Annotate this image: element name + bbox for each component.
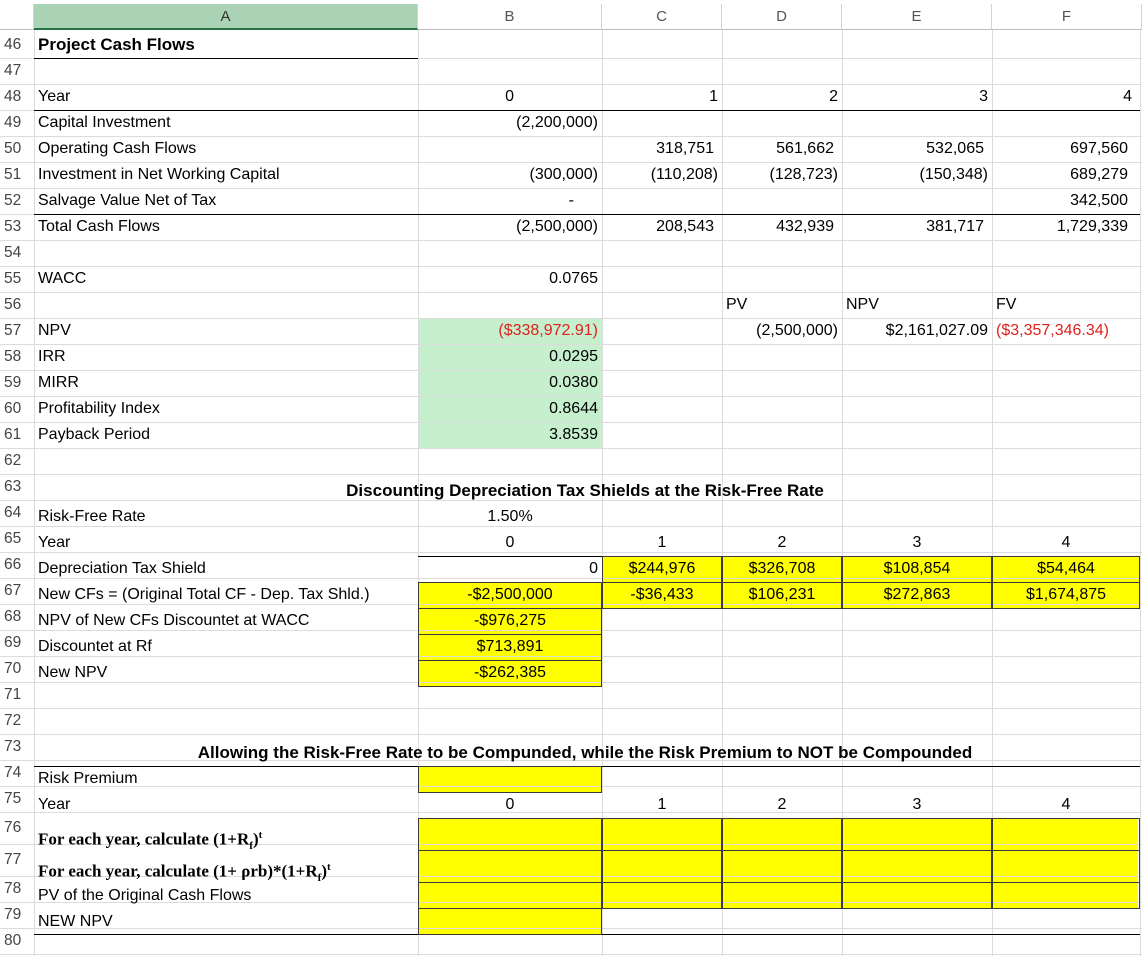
compound-year-label[interactable]: Year bbox=[38, 796, 71, 813]
metric-payback-value[interactable]: 3.8539 bbox=[549, 426, 598, 443]
yellow-cell-border bbox=[602, 818, 722, 851]
h-gridline bbox=[0, 474, 1142, 475]
row-number-63[interactable]: 63 bbox=[4, 478, 22, 495]
newcf-4[interactable]: $1,674,875 bbox=[1025, 586, 1107, 603]
npv-label[interactable]: NPV bbox=[846, 296, 879, 313]
row-number-64[interactable]: 64 bbox=[4, 504, 22, 521]
rf-value[interactable]: 1.50% bbox=[487, 508, 533, 525]
depr-year-2[interactable]: 2 bbox=[777, 534, 787, 551]
newcf-2[interactable]: $106,231 bbox=[748, 586, 816, 603]
row-number-70[interactable]: 70 bbox=[4, 660, 22, 677]
nwc-4[interactable]: 689,279 bbox=[1070, 166, 1128, 183]
rf-label[interactable]: Risk-Free Rate bbox=[38, 508, 146, 525]
project-title[interactable]: Project Cash Flows bbox=[38, 35, 195, 54]
nwc-3[interactable]: (150,348) bbox=[919, 166, 988, 183]
total-cf-3[interactable]: 381,717 bbox=[926, 218, 984, 235]
capital-investment-label[interactable]: Capital Investment bbox=[38, 114, 171, 131]
row77-sub: f bbox=[317, 872, 322, 885]
row-number-77[interactable]: 77 bbox=[4, 851, 22, 868]
total-cf-2[interactable]: 432,939 bbox=[776, 218, 834, 235]
compound-year-2[interactable]: 2 bbox=[777, 796, 787, 813]
total-cf-4[interactable]: 1,729,339 bbox=[1056, 218, 1128, 235]
fv-label[interactable]: FV bbox=[996, 296, 1017, 313]
yellow-cell-border bbox=[842, 850, 992, 883]
row-number-80[interactable]: 80 bbox=[4, 932, 22, 949]
row77-sup: t bbox=[326, 861, 331, 873]
row-number-51[interactable]: 51 bbox=[4, 166, 22, 183]
row-number-47[interactable]: 47 bbox=[4, 62, 22, 79]
column-header-b[interactable]: B bbox=[418, 4, 602, 30]
operating-cf-3[interactable]: 532,065 bbox=[926, 140, 984, 157]
row76-text: For each year, calculate (1+R bbox=[38, 829, 250, 849]
column-header-d[interactable]: D bbox=[722, 4, 842, 30]
row-number-76[interactable]: 76 bbox=[4, 819, 22, 836]
row-number-54[interactable]: 54 bbox=[4, 244, 22, 261]
depr-year-3[interactable]: 3 bbox=[912, 534, 922, 551]
operating-cf-label[interactable]: Operating Cash Flows bbox=[38, 140, 197, 157]
yellow-cell-border bbox=[418, 882, 602, 909]
pv-label[interactable]: PV bbox=[726, 296, 748, 313]
metric-pi-value[interactable]: 0.8644 bbox=[549, 400, 598, 417]
yellow-cell-border bbox=[418, 818, 602, 851]
nwc-1[interactable]: (110,208) bbox=[650, 166, 718, 183]
npv-wacc-label[interactable]: NPV of New CFs Discountet at WACC bbox=[38, 612, 310, 629]
depr-title[interactable]: Discounting Depreciation Tax Shields at the Risk-Free Rate bbox=[346, 481, 824, 500]
column-header-f[interactable]: F bbox=[992, 4, 1142, 30]
metric-irr-label[interactable]: IRR bbox=[38, 348, 66, 365]
salvage-4[interactable]: 342,500 bbox=[1070, 192, 1128, 209]
depr-year-4[interactable]: 4 bbox=[1061, 534, 1071, 551]
newcf-3[interactable]: $272,863 bbox=[883, 586, 951, 603]
disc-rf-label[interactable]: Discountet at Rf bbox=[38, 638, 152, 655]
row77-close: ) bbox=[321, 861, 327, 881]
nwc-2[interactable]: (128,723) bbox=[769, 166, 838, 183]
row-number-49[interactable]: 49 bbox=[4, 114, 22, 131]
row-number-46[interactable]: 46 bbox=[4, 36, 22, 53]
total-cf-1[interactable]: 208,543 bbox=[656, 218, 714, 235]
row-number-58[interactable]: 58 bbox=[4, 348, 22, 365]
row-number-75[interactable]: 75 bbox=[4, 790, 22, 807]
newcf-1[interactable]: -$36,433 bbox=[630, 586, 694, 603]
yellow-cell-border bbox=[992, 882, 1140, 909]
metric-pi-label[interactable]: Profitability Index bbox=[38, 400, 160, 417]
pv-value[interactable]: (2,500,000) bbox=[756, 322, 838, 339]
compound-year-4[interactable]: 4 bbox=[1061, 796, 1071, 813]
new-npv-value[interactable]: -$262,385 bbox=[473, 664, 547, 681]
column-header-a[interactable]: A bbox=[34, 4, 418, 30]
row-number-53[interactable]: 53 bbox=[4, 218, 22, 235]
yellow-cell-border bbox=[418, 850, 602, 883]
nwc-label[interactable]: Investment in Net Working Capital bbox=[38, 166, 280, 183]
h-gridline bbox=[0, 708, 1142, 709]
row-number-73[interactable]: 73 bbox=[4, 738, 22, 755]
yellow-cell-border bbox=[722, 818, 842, 851]
row76-sub: f bbox=[249, 840, 253, 853]
new-npv-upper-label[interactable]: NEW NPV bbox=[38, 913, 113, 930]
h-gridline bbox=[0, 292, 1142, 293]
row-number-52[interactable]: 52 bbox=[4, 192, 22, 209]
yellow-cell-border bbox=[842, 818, 992, 851]
metric-mirr-label[interactable]: MIRR bbox=[38, 374, 79, 391]
row-number-48[interactable]: 48 bbox=[4, 88, 22, 105]
yellow-cell-border bbox=[418, 908, 602, 935]
row-number-59[interactable]: 59 bbox=[4, 374, 22, 391]
operating-cf-2[interactable]: 561,662 bbox=[776, 140, 834, 157]
compound-year-3[interactable]: 3 bbox=[912, 796, 922, 813]
row-number-67[interactable]: 67 bbox=[4, 582, 22, 599]
yellow-cell-border bbox=[992, 818, 1140, 851]
fv-value[interactable]: ($3,357,346.34) bbox=[996, 322, 1109, 339]
row76-sup: t bbox=[258, 829, 263, 841]
total-cf-0[interactable]: (2,500,000) bbox=[516, 218, 598, 235]
year-4[interactable]: 4 bbox=[1123, 88, 1132, 105]
year-0[interactable]: 0 bbox=[505, 88, 514, 105]
depr-year-0[interactable]: 0 bbox=[505, 534, 515, 551]
shield-3[interactable]: $108,854 bbox=[883, 560, 951, 577]
year-1[interactable]: 1 bbox=[709, 88, 718, 105]
new-npv-label[interactable]: New NPV bbox=[38, 664, 108, 681]
row-number-61[interactable]: 61 bbox=[4, 426, 22, 443]
depr-year-1[interactable]: 1 bbox=[657, 534, 667, 551]
row-number-74[interactable]: 74 bbox=[4, 764, 22, 781]
yellow-cell-border bbox=[722, 882, 842, 909]
npv-wacc-value[interactable]: -$976,275 bbox=[473, 612, 547, 629]
row-number-55[interactable]: 55 bbox=[4, 270, 22, 287]
salvage-0[interactable]: - bbox=[568, 192, 574, 209]
nwc-0[interactable]: (300,000) bbox=[529, 166, 598, 183]
compound-year-1[interactable]: 1 bbox=[657, 796, 667, 813]
v-gridline bbox=[1140, 30, 1141, 956]
shield-2[interactable]: $326,708 bbox=[748, 560, 816, 577]
metric-irr-value[interactable]: 0.0295 bbox=[549, 348, 598, 365]
row-number-68[interactable]: 68 bbox=[4, 608, 22, 625]
row-number-56[interactable]: 56 bbox=[4, 296, 22, 313]
row-number-71[interactable]: 71 bbox=[4, 686, 22, 703]
h-gridline bbox=[0, 734, 1142, 735]
row-col-corner[interactable] bbox=[0, 4, 34, 30]
shield-0[interactable]: 0 bbox=[589, 560, 598, 577]
newcf-label[interactable]: New CFs = (Original Total CF - Dep. Tax Shld.) bbox=[38, 586, 370, 603]
row-number-50[interactable]: 50 bbox=[4, 140, 22, 157]
operating-cf-4[interactable]: 697,560 bbox=[1070, 140, 1128, 157]
risk-premium-label[interactable]: Risk Premium bbox=[38, 770, 138, 787]
capital-investment-0[interactable]: (2,200,000) bbox=[516, 114, 598, 131]
row77-label[interactable] bbox=[34, 852, 335, 885]
disc-rf-value[interactable]: $713,891 bbox=[476, 638, 544, 655]
row-number-57[interactable]: 57 bbox=[4, 322, 22, 339]
yellow-cell-border bbox=[602, 882, 722, 909]
yellow-cell-border bbox=[992, 850, 1140, 883]
column-header-c[interactable]: C bbox=[602, 4, 722, 30]
h-gridline bbox=[0, 448, 1142, 449]
year-label[interactable]: Year bbox=[38, 88, 71, 105]
shield-4[interactable]: $54,464 bbox=[1037, 560, 1095, 577]
depr-year-label[interactable]: Year bbox=[38, 534, 71, 551]
pv-orig-label[interactable]: PV of the Original Cash Flows bbox=[38, 887, 252, 904]
h-gridline bbox=[0, 954, 1142, 955]
border-title bbox=[34, 58, 418, 59]
compound-year-0[interactable]: 0 bbox=[505, 796, 515, 813]
wacc-value[interactable]: 0.0765 bbox=[549, 270, 598, 287]
salvage-label[interactable]: Salvage Value Net of Tax bbox=[38, 192, 217, 209]
row-number-65[interactable]: 65 bbox=[4, 530, 22, 547]
yellow-cell-border bbox=[722, 850, 842, 883]
row-number-62[interactable]: 62 bbox=[4, 452, 22, 469]
shield-label[interactable]: Depreciation Tax Shield bbox=[38, 560, 206, 577]
total-cf-label[interactable]: Total Cash Flows bbox=[38, 218, 160, 235]
npv-value[interactable]: $2,161,027.09 bbox=[885, 322, 988, 339]
row-number-69[interactable]: 69 bbox=[4, 634, 22, 651]
row77-text: For each year, calculate (1+ ρrb)*(1+R bbox=[38, 861, 318, 881]
h-gridline bbox=[0, 240, 1142, 241]
row76-label[interactable] bbox=[34, 820, 266, 853]
wacc-label[interactable]: WACC bbox=[38, 270, 87, 287]
row76-close: ) bbox=[252, 829, 259, 849]
metric-payback-label[interactable]: Payback Period bbox=[38, 426, 151, 443]
row-number-60[interactable]: 60 bbox=[4, 400, 22, 417]
metric-mirr-value[interactable]: 0.0380 bbox=[549, 374, 598, 391]
compound-title[interactable]: Allowing the Risk-Free Rate to be Compunded, while the Risk Premium to NOT be Compounded bbox=[197, 743, 973, 762]
row-number-78[interactable]: 78 bbox=[4, 880, 22, 897]
shield-1[interactable]: $244,976 bbox=[628, 560, 696, 577]
row-number-66[interactable]: 66 bbox=[4, 556, 22, 573]
yellow-cell-border bbox=[602, 850, 722, 883]
operating-cf-1[interactable]: 318,751 bbox=[656, 140, 714, 157]
year-3[interactable]: 3 bbox=[979, 88, 988, 105]
column-header-e[interactable]: E bbox=[842, 4, 992, 30]
yellow-cell-border bbox=[842, 882, 992, 909]
year-2[interactable]: 2 bbox=[829, 88, 838, 105]
row-number-72[interactable]: 72 bbox=[4, 712, 22, 729]
metric-npv-label[interactable]: NPV bbox=[38, 322, 71, 339]
row-number-79[interactable]: 79 bbox=[4, 906, 22, 923]
metric-npv-value[interactable]: ($338,972.91) bbox=[498, 322, 598, 339]
yellow-cell-border bbox=[418, 766, 602, 793]
newcf-0[interactable]: -$2,500,000 bbox=[467, 586, 553, 603]
